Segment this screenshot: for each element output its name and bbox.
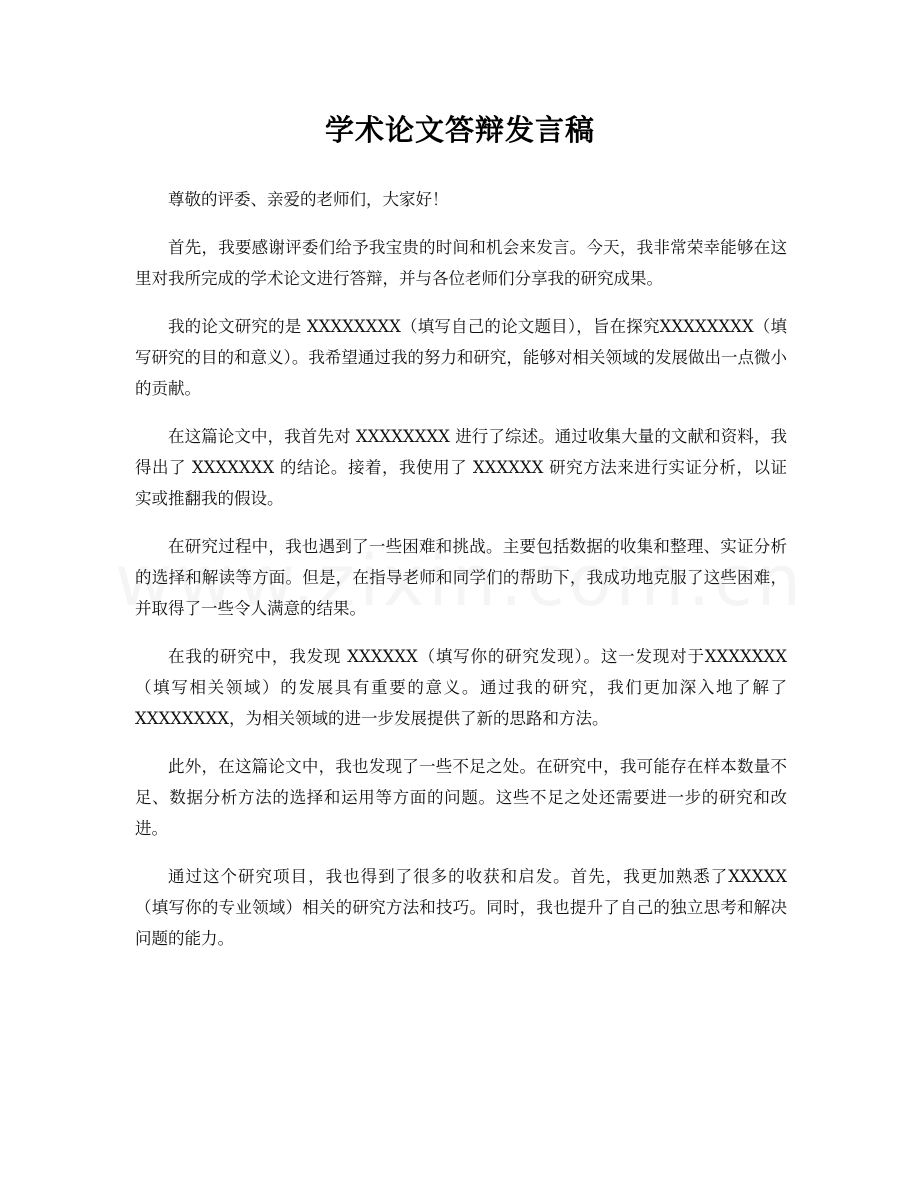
paragraph-method: 在这篇论文中，我首先对 XXXXXXXX 进行了综述。通过收集大量的文献和资料，我得出了 XXXXXXX 的结论。接着，我使用了 XXXXXX 研究方法来进行实证分析，以证实或推翻我的假设。 bbox=[135, 427, 787, 508]
paragraph-findings: 在我的研究中，我发现 XXXXXX（填写你的研究发现）。这一发现对于XXXXXXX（填写相关领域）的发展具有重要的意义。通过我的研究，我们更加深入地了解了 XXXXXXXX，为相关领域的进一步发展提供了新的思路和方法。 bbox=[135, 647, 787, 728]
paragraph-topic: 我的论文研究的是 XXXXXXXX（填写自己的论文题目），旨在探究XXXXXXXX（填写研究的目的和意义）。我希望通过我的努力和研究，能够对相关领域的发展做出一点微小的贡献。 bbox=[135, 317, 787, 398]
paragraph-limitations: 此外，在这篇论文中，我也发现了一些不足之处。在研究中，我可能存在样本数量不足、数据分析方法的选择和运用等方面的问题。这些不足之处还需要进一步的研究和改进。 bbox=[135, 757, 787, 838]
document-body bbox=[135, 184, 787, 971]
paragraph-gains: 通过这个研究项目，我也得到了很多的收获和启发。首先，我更加熟悉了XXXXX（填写你的专业领域）相关的研究方法和技巧。同时，我也提升了自己的独立思考和解决问题的能力。 bbox=[135, 867, 787, 948]
document-title: 学术论文答辩发言稿 bbox=[324, 113, 595, 147]
paragraph-challenges: 在研究过程中，我也遇到了一些困难和挑战。主要包括数据的收集和整理、实证分析的选择和解读等方面。但是，在指导老师和同学们的帮助下，我成功地克服了这些困难，并取得了一些令人满意的结果。 bbox=[135, 537, 787, 618]
paragraph-thanks: 首先，我要感谢评委们给予我宝贵的时间和机会来发言。今天，我非常荣幸能够在这里对我所完成的学术论文进行答辩，并与各位老师们分享我的研究成果。 bbox=[135, 238, 787, 288]
paragraph-greeting: 尊敬的评委、亲爱的老师们，大家好！ bbox=[168, 190, 449, 209]
